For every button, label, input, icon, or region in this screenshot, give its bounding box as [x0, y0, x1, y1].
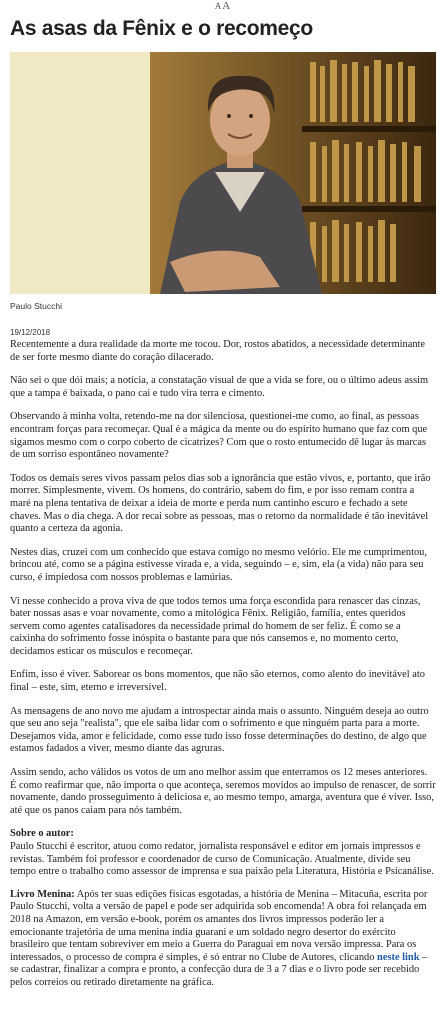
decrease-font-button[interactable]: A: [214, 1, 223, 11]
article-paragraph: Observando à minha volta, retendo-me na dor silenciosa, questionei-me como, ao final, as pessoas encontram forças para recomeçar. Qual é a mágica da mente ou do espírito humano que faz com que sigamos mesmo com o corpo coberto de cicatrizes? Com que o rosto entumecido dê lugar às marcas de um sorriso espontâneo novamente?: [10, 411, 428, 461]
article-paragraph: Todos os demais seres vivos passam pelos dias sob a ignorância que estão vivos, e, portanto, que irão morrer. Simplesmente, vivem. Os homens, do contrário, sabem do fim, e por isso remam contra a maré na plena tentativa de deixar a ideia de morte e perda num cantinho escuro e fechado a sete chaves. Mas o dia chega. A dor recai sobre as pessoas, mas o retorno da normalidade é tão inevitável quanto a certeza da agonia.: [10, 472, 431, 535]
article-title: As asas da Fênix e o recomeço: [10, 17, 313, 40]
article-paragraph: Vi nesse conhecido a prova viva de que todos temos uma força escondida para renascer das cinzas, bater nossas asas e voar novamente, como a mitológica Fênix. Religião, família, entes queridos servem como agentes catalisadores da necessidade primal do homem de ser feliz. É como se a caixinha do sofrimento fosse inóspita o bastante para que nós cansemos e, no momento certo, decidamos esticar os músculos e recomeçar.: [10, 595, 421, 657]
article-paragraph: Nestes dias, cruzei com um conhecido que estava comigo no mesmo velório. Ele me cumprimentou, brincou até, como se a página estivesse virada e, a vida, seguindo – e, sim, ela (a vida) não para seu curso, é impiedosa com nossos problemas e lamúrias.: [10, 546, 427, 583]
article-paragraph: Assim sendo, acho válidos os votos de um ano melhor assim que enterramos os 12 meses anteriores. É como reafirmar que, não importa o que aconteça, seremos movidos ao impulso de renascer, de sorrir novamente, dando prosseguimento à deliciosa e, ao mesmo tempo, amarga, aventura que é viver. Isso, até que os panos caiam para nós também.: [10, 767, 436, 816]
book-text-end: – se cadastrar, finalizar a compra e pronto, a confecção dura de 3 a 7 dias e o livro pode ser recebido pelos correios ou retirado diretamente na gráfica.: [10, 951, 428, 988]
about-author-section: [10, 828, 436, 878]
about-author-text: Paulo Stucchi é escritor, atuou como redator, jornalista responsável e editor em jornais impressos e revistas. Também foi professor e coordenador de curso de Comunicação. Atualmente, divide seu tempo entre o trabalho como assessor de imprensa e sua paixão pela Literatura, História e Psicanálise.: [10, 841, 434, 878]
photo-caption: Paulo Stucchi: [10, 301, 62, 311]
article-body: [10, 339, 436, 990]
increase-font-button[interactable]: A: [222, 0, 232, 12]
article-paragraph: Enfim, isso é viver. Saborear os bons momentos, que não são eternos, como alento do inevitável ato final – este, sim, eterno e irreversível.: [10, 669, 425, 694]
author-photo: [10, 52, 436, 294]
about-author-heading: Sobre o autor:: [10, 828, 74, 840]
font-size-controls: [10, 0, 436, 12]
book-section: [10, 889, 436, 990]
book-heading: Livro Menina:: [10, 888, 75, 900]
article-paragraph: Não sei o que dói mais; a notícia, a constatação visual de que a vida se fore, ou o último adeus assim que a tampa é baixada, o pano cai e tudo vira terra e cimento.: [10, 375, 429, 399]
article-paragraph: Recentemente a dura realidade da morte me tocou. Dor, rostos abatidos, a necessidade determinante de ser forte mesmo diante do coração dilacerado.: [10, 339, 426, 363]
book-text: Após ter suas edições físicas esgotadas, a história de Menina – Mitacuña, escrita por Paulo Stucchi, volta a versão de papel e pode ser adquirida sob encomenda! A obra foi relançada em 2018 na Amazon, em versão e-book, porém os amantes dos livros impressos poderão ler a emocionante trajetória de uma menina índia guarani e um soldado negro desertor do exército brasileiro que tentam sobreviver em meio a Guerra do Paraguai em nova versão impressa. Para os interessados, o processo de compra é simples, é só entrar no Clube de Autores, clicando: [10, 888, 428, 963]
book-purchase-link[interactable]: neste link: [377, 951, 420, 963]
author-photo-illustration: [10, 52, 436, 294]
publish-date: 19/12/2018: [10, 328, 51, 337]
article-paragraph: As mensagens de ano novo me ajudam a introspectar ainda mais o assunto. Ninguém deseja ao outro que seu ano seja "realista", que ele saiba lidar com o sofrimento e que ninguém parta para a morte. Desejamos vida, amor e felicidade, como esse tudo isso fosse determinações do destino, de algo que estamos fadados a viver, mesmo diante das agruras.: [10, 705, 429, 755]
